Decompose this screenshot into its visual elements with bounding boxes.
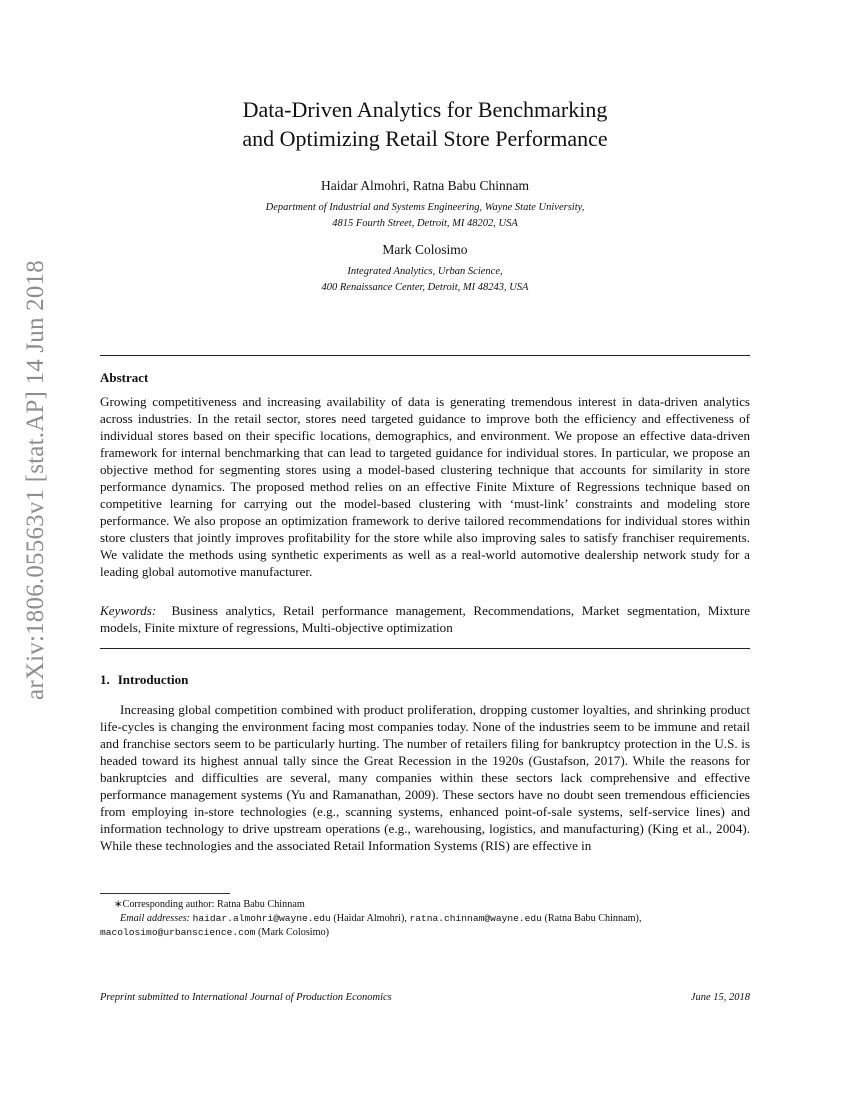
title-line-2: and Optimizing Retail Store Performance (242, 126, 608, 151)
paper-title (100, 95, 750, 153)
affiliation-secondary (100, 264, 750, 296)
authors-primary: Haidar Almohri, Ratna Babu Chinnam (320, 178, 530, 193)
affiliation-primary-line-1: Department of Industrial and Systems Engineering, Wayne State University, (265, 202, 585, 213)
section-heading-introduction (100, 672, 188, 688)
abstract-heading: Abstract (100, 370, 149, 385)
email-label: Email addresses: (120, 913, 191, 924)
footer-journal: Preprint submitted to International Journal of Production Economics (100, 992, 392, 1003)
abstract-text: Growing competitiveness and increasing availability of data is generating tremendous interest in data-driven analytics across industries. In the retail sector, stores need targeted guidance to improve both the efficiency and effectiveness of individual stores based on their specific locations, demographics, and environment. We propose an effective data-driven framework for internal benchmarking that can lead to targeted guidance for individual stores. In particular, we propose an objective method for segmenting stores using a model-based clustering technique that accounts for similarity in store performance dynamics. The proposed method relies on an effective Finite Mixture of Regressions technique based on competitive learning for carrying out the model-based clustering with ‘must-link’ constraints and modeling store performance. We also propose an optimization framework to derive tailored recommendations for individual stores within store clusters that jointly improves profitability for the store while also improving sales to satisfy franchiser requirements. We validate the methods using synthetic experiments as well as a real-world automotive dealership network study for a leading global automotive manufacturer. (100, 394, 750, 579)
email-colosimo[interactable]: macolosimo@urbanscience.com (100, 927, 256, 938)
keywords (100, 602, 750, 636)
email-chinnam-name: (Ratna Babu Chinnam), (544, 913, 642, 924)
footnote-corresponding (100, 898, 750, 912)
keywords-label: Keywords: (100, 603, 157, 618)
keywords-list: Business analytics, Retail performance management, Recommendations, Market segmentation, Mixture models, Finite mixture of regressions, Multi-objective optimization (100, 603, 751, 635)
abstract-top-rule (100, 355, 750, 356)
email-almohri[interactable]: haidar.almohri@wayne.edu (192, 913, 331, 924)
affiliation-secondary-line-1: Integrated Analytics, Urban Science, (347, 266, 503, 277)
arxiv-identifier: arXiv:1806.05563v1 [stat.AP] 14 Jun 2018 (22, 260, 49, 700)
title-line-1: Data-Driven Analytics for Benchmarking (242, 97, 608, 122)
abstract-bottom-rule (100, 648, 750, 649)
introduction-paragraph: Increasing global competition combined with product proliferation, dropping customer loyalties, and shrinking product life-cycles is changing the environment facing most companies today. None of the industries seem to be immune and retail and franchise sectors seem to be particularly hurting. The number of retailers filing for bankruptcy protection in the U.S. is headed toward its highest annual tally since the Great Recession in the 1920s (Gustafson, 2017). While the reasons for bankruptcies and difficulties are several, many companies within these sectors lack comprehensive and effective performance management systems (Yu and Ramanathan, 2009). These sectors have no doubt seen tremendous efficiencies from employing in-store technologies (e.g., scanning systems, enhanced point-of-sale systems, self-service lines) and information technology to drive upstream operations (e.g., warehousing, logistics, and manufacturing) (King et al., 2004). While these technologies and the associated Retail Information Systems (RIS) are effective in (100, 702, 750, 853)
footnote-rule (100, 893, 230, 894)
affiliation-secondary-line-2: 400 Renaissance Center, Detroit, MI 48243, USA (321, 282, 529, 293)
footnote-marker: ∗ (114, 899, 123, 910)
email-chinnam[interactable]: ratna.chinnam@wayne.edu (409, 913, 542, 924)
corresponding-author: Corresponding author: Ratna Babu Chinnam (122, 899, 305, 910)
authors-secondary: Mark Colosimo (382, 242, 468, 257)
affiliation-primary-line-2: 4815 Fourth Street, Detroit, MI 48202, USA (332, 218, 518, 229)
footer-date: June 15, 2018 (690, 992, 750, 1003)
email-almohri-name: (Haidar Almohri), (333, 913, 407, 924)
affiliation-primary (100, 200, 750, 232)
footnote-emails (100, 912, 750, 940)
section-title: Introduction (117, 672, 189, 687)
email-colosimo-name: (Mark Colosimo) (258, 927, 330, 938)
section-number: 1. (100, 672, 110, 687)
